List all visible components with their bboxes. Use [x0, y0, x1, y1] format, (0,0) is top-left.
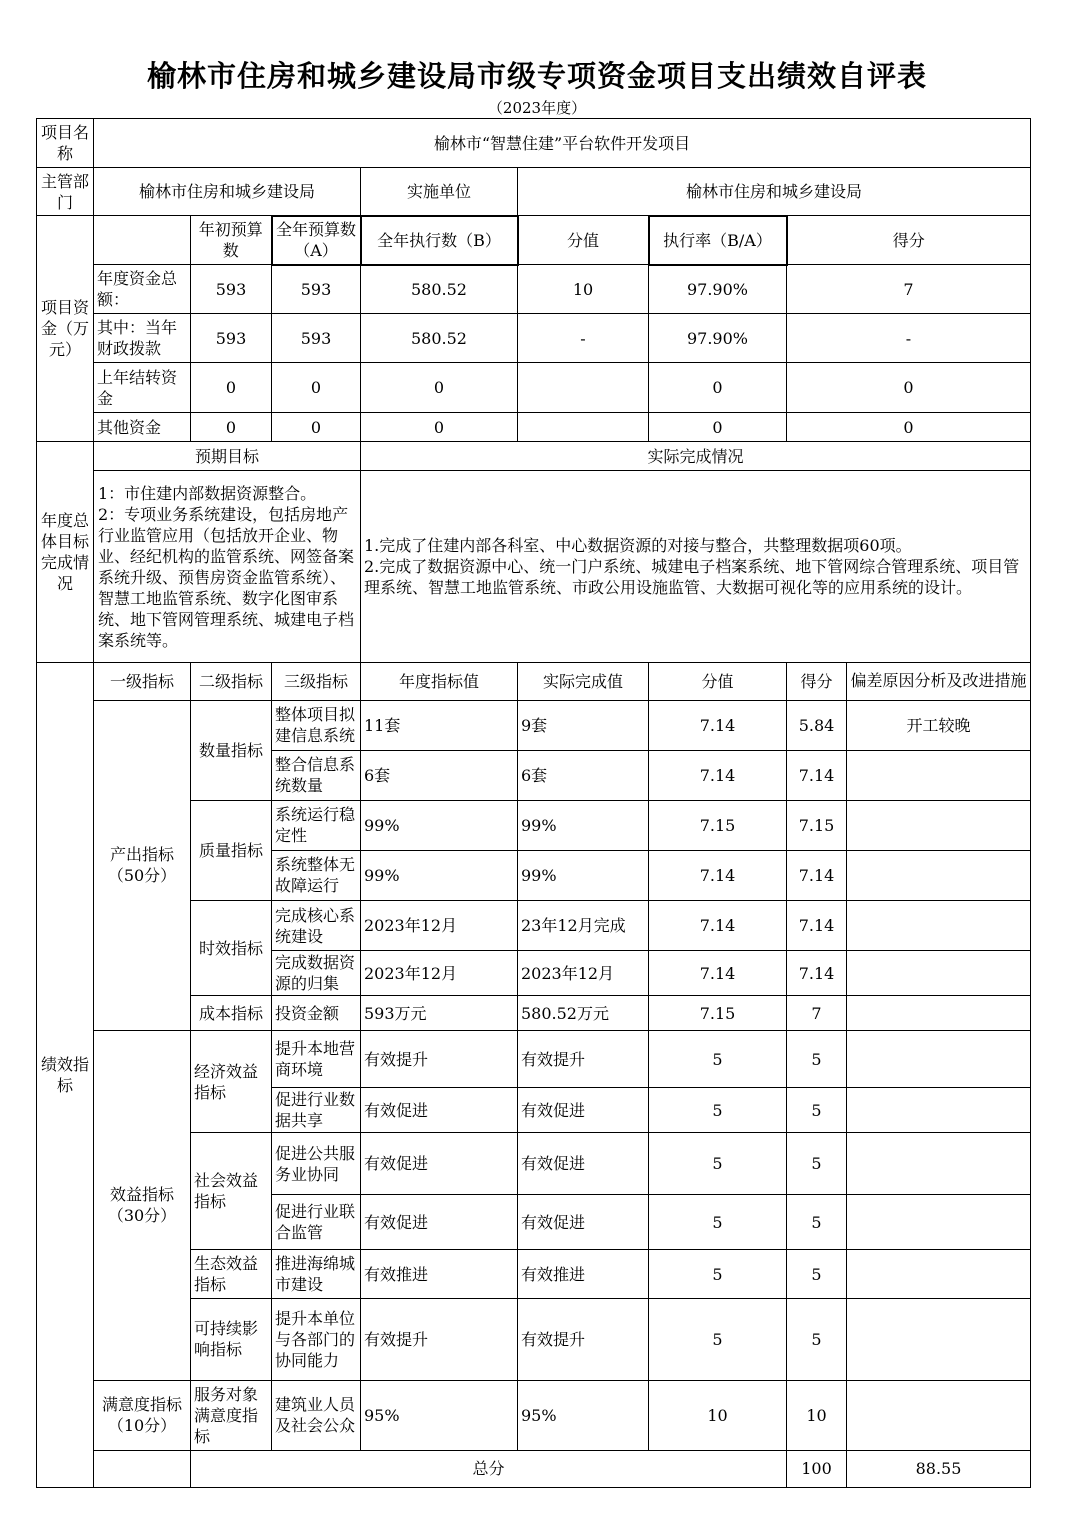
target-value: 有效推进 — [361, 1250, 518, 1298]
score: 10 — [787, 1380, 847, 1450]
funds-annual: 593 — [272, 265, 361, 314]
score-value: 7.15 — [649, 996, 787, 1031]
funds-score-value — [518, 413, 649, 442]
funds-annual: 0 — [272, 413, 361, 442]
score: 5 — [787, 1195, 847, 1250]
dept-value: 榆林市住房和城乡建设局 — [94, 168, 361, 216]
level2-cost: 成本指标 — [191, 996, 272, 1031]
target-value: 2023年12月 — [361, 951, 518, 996]
funds-rate: 0 — [649, 363, 787, 413]
funds-header-blank — [94, 216, 191, 265]
level3-label: 完成数据资源的归集 — [275, 953, 356, 994]
goals-actual-text: 1.完成了住建内部各科室、中心数据资源的对接与整合，共整理数据项60项。 2.完成了数据资源中心、统一门户系统、城建电子档案系统、地下管网综合管理系统、项目管理系统、智慧工地监管系统、市政公用设施监管、大数据可视化等的应用系统的设计。 — [361, 471, 1031, 662]
deviation-reason — [847, 850, 1031, 900]
deviation-reason — [847, 1088, 1031, 1133]
actual-value: 99% — [518, 800, 649, 850]
total-score: 88.55 — [847, 1450, 1031, 1487]
score: 5 — [787, 1250, 847, 1298]
target-value: 有效提升 — [361, 1298, 518, 1380]
score-value: 7.14 — [649, 951, 787, 996]
funds-header-exec: 全年执行数（B） — [361, 216, 518, 265]
ind-header-level3: 三级指标 — [272, 662, 361, 700]
actual-value: 有效促进 — [518, 1088, 649, 1133]
level3-label: 系统运行稳定性 — [275, 805, 356, 846]
project-name: 榆林市“智慧住建”平台软件开发项目 — [94, 119, 1031, 168]
score: 7.15 — [787, 800, 847, 850]
funds-header-annual: 全年预算数（A） — [272, 216, 361, 265]
level3-label: 促进行业联合监管 — [275, 1202, 356, 1243]
page-subtitle: （2023年度） — [487, 99, 587, 117]
target-value: 有效促进 — [361, 1088, 518, 1133]
funds-init: 0 — [191, 413, 272, 442]
impl-value: 榆林市住房和城乡建设局 — [518, 168, 1031, 216]
deviation-reason — [847, 901, 1031, 951]
actual-value: 有效促进 — [518, 1133, 649, 1195]
actual-value: 有效促进 — [518, 1195, 649, 1250]
funds-score: 7 — [787, 265, 1031, 314]
level2-quality: 质量指标 — [191, 800, 272, 900]
level3-label: 建筑业人员及社会公众 — [272, 1380, 361, 1450]
deviation-reason — [847, 951, 1031, 996]
funds-annual: 593 — [272, 314, 361, 363]
goals-expected-label: 预期目标 — [94, 442, 361, 471]
total-blank — [94, 1450, 191, 1487]
score: 5 — [787, 1298, 847, 1380]
score: 5 — [787, 1133, 847, 1195]
score-value: 5 — [649, 1298, 787, 1380]
deviation-reason — [847, 996, 1031, 1031]
level1-satisfaction: 满意度指标（10分） — [94, 1380, 191, 1450]
funds-score-value: 10 — [518, 265, 649, 314]
actual-value: 有效提升 — [518, 1031, 649, 1088]
ind-header-target: 年度指标值 — [361, 662, 518, 700]
total-label: 总分 — [191, 1450, 787, 1487]
funds-score-value: - — [518, 314, 649, 363]
level2-quantity: 数量指标 — [191, 700, 272, 800]
funds-section-label: 项目资金（万元） — [37, 216, 94, 442]
funds-header-rate: 执行率（B/A） — [649, 216, 787, 265]
level2-social: 社会效益指标 — [191, 1133, 272, 1250]
deviation-reason — [847, 750, 1031, 800]
goals-expected-text: 1：市住建内部数据资源整合。 2：专项业务系统建设，包括房地产行业监管应用（包括放开企业、物业、经纪机构的监管系统、网签备案系统升级、预售房资金监管系统）、智慧工地监管系统、数字化图审系统、地下管网管理系统、城建电子档案系统等。 — [94, 471, 361, 662]
level3-label: 推进海绵城市建设 — [275, 1254, 356, 1294]
score-value: 5 — [649, 1195, 787, 1250]
target-value: 有效促进 — [361, 1133, 518, 1195]
score: 5 — [787, 1088, 847, 1133]
score: 5.84 — [787, 700, 847, 750]
ind-header-reason: 偏差原因分析及改进措施 — [850, 671, 1027, 691]
funds-exec: 580.52 — [361, 265, 518, 314]
deviation-reason — [847, 1195, 1031, 1250]
score-value: 5 — [649, 1088, 787, 1133]
level3-label: 投资金额 — [272, 996, 361, 1031]
level3-label: 提升本单位与各部门的协同能力 — [275, 1308, 356, 1370]
funds-header-score-value: 分值 — [518, 216, 649, 265]
indicators-section-label: 绩效指标 — [37, 662, 94, 1487]
funds-header-init: 年初预算数 — [191, 216, 272, 265]
funds-init: 593 — [191, 265, 272, 314]
actual-value: 99% — [518, 850, 649, 900]
funds-score-value — [518, 363, 649, 413]
level2-sustainable: 可持续影响指标 — [191, 1298, 272, 1380]
funds-rate: 0 — [649, 413, 787, 442]
score-value: 5 — [649, 1031, 787, 1088]
level3-label: 促进行业数据共享 — [275, 1090, 356, 1131]
funds-annual: 0 — [272, 363, 361, 413]
funds-init: 0 — [191, 363, 272, 413]
goals-actual-label: 实际完成情况 — [361, 442, 1031, 471]
actual-value: 6套 — [518, 750, 649, 800]
score-value: 7.14 — [649, 901, 787, 951]
actual-value: 有效提升 — [518, 1298, 649, 1380]
level2-timeliness: 时效指标 — [191, 901, 272, 996]
level3-label: 完成核心系统建设 — [275, 905, 356, 946]
ind-header-score-value: 分值 — [649, 662, 787, 700]
deviation-reason — [847, 1031, 1031, 1088]
target-value: 6套 — [361, 750, 518, 800]
goals-section-label: 年度总体目标完成情况 — [37, 442, 94, 662]
target-value: 593万元 — [361, 996, 518, 1031]
target-value: 2023年12月 — [361, 901, 518, 951]
score-value: 10 — [649, 1380, 787, 1450]
actual-value: 有效推进 — [518, 1250, 649, 1298]
funds-exec: 580.52 — [361, 314, 518, 363]
total-score-value: 100 — [787, 1450, 847, 1487]
funds-row-label: 年度资金总额： — [94, 265, 191, 314]
funds-rate: 97.90% — [649, 314, 787, 363]
level2-ecological: 生态效益指标 — [191, 1250, 272, 1298]
level1-output: 产出指标（50分） — [94, 700, 191, 1030]
deviation-reason — [847, 1380, 1031, 1450]
level3-label: 提升本地营商环境 — [275, 1039, 356, 1080]
target-value: 99% — [361, 800, 518, 850]
funds-score: 0 — [787, 413, 1031, 442]
ind-header-level1: 一级指标 — [94, 662, 191, 700]
level2-economic: 经济效益指标 — [191, 1031, 272, 1133]
funds-header-score: 得分 — [787, 216, 1031, 265]
actual-value: 23年12月完成 — [518, 901, 649, 951]
score: 7 — [787, 996, 847, 1031]
target-value: 有效提升 — [361, 1031, 518, 1088]
funds-rate: 97.90% — [649, 265, 787, 314]
evaluation-table — [36, 118, 1031, 1488]
level1-benefit: 效益指标（30分） — [94, 1031, 191, 1380]
level2-service: 服务对象满意度指标 — [191, 1380, 272, 1450]
level3-label: 整合信息系统数量 — [275, 755, 356, 796]
actual-value: 580.52万元 — [518, 996, 649, 1031]
target-value: 有效促进 — [361, 1195, 518, 1250]
ind-header-actual: 实际完成值 — [518, 662, 649, 700]
actual-value: 95% — [518, 1380, 649, 1450]
score-value: 7.14 — [649, 750, 787, 800]
target-value: 95% — [361, 1380, 518, 1450]
page-title: 榆林市住房和城乡建设局市级专项资金项目支出绩效自评表 — [146, 59, 927, 93]
funds-exec: 0 — [361, 413, 518, 442]
dept-label: 主管部门 — [37, 168, 94, 216]
funds-row-label: 上年结转资金 — [94, 363, 191, 413]
level3-label: 整体项目拟建信息系统 — [275, 705, 356, 746]
target-value: 99% — [361, 850, 518, 900]
score-value: 5 — [649, 1250, 787, 1298]
score-value: 7.14 — [649, 850, 787, 900]
score: 7.14 — [787, 750, 847, 800]
deviation-reason — [847, 1298, 1031, 1380]
impl-label: 实施单位 — [361, 168, 518, 216]
score: 7.14 — [787, 901, 847, 951]
level3-label: 系统整体无故障运行 — [275, 855, 356, 896]
score: 7.14 — [787, 951, 847, 996]
score-value: 5 — [649, 1133, 787, 1195]
ind-header-score: 得分 — [787, 662, 847, 700]
project-name-label: 项目名称 — [37, 119, 94, 168]
level3-label: 促进公共服务业协同 — [275, 1143, 356, 1184]
score-value: 7.14 — [649, 700, 787, 750]
score-value: 7.15 — [649, 800, 787, 850]
score: 5 — [787, 1031, 847, 1088]
deviation-reason: 开工较晚 — [847, 700, 1031, 750]
funds-row-label: 其中：当年财政拨款 — [94, 314, 191, 363]
deviation-reason — [847, 1250, 1031, 1298]
score: 7.14 — [787, 850, 847, 900]
actual-value: 2023年12月 — [518, 951, 649, 996]
funds-score: - — [787, 314, 1031, 363]
deviation-reason — [847, 800, 1031, 850]
actual-value: 9套 — [518, 700, 649, 750]
funds-exec: 0 — [361, 363, 518, 413]
funds-score: 0 — [787, 363, 1031, 413]
funds-init: 593 — [191, 314, 272, 363]
ind-header-level2: 二级指标 — [191, 662, 272, 700]
deviation-reason — [847, 1133, 1031, 1195]
target-value: 11套 — [361, 700, 518, 750]
funds-row-label: 其他资金 — [94, 413, 191, 442]
